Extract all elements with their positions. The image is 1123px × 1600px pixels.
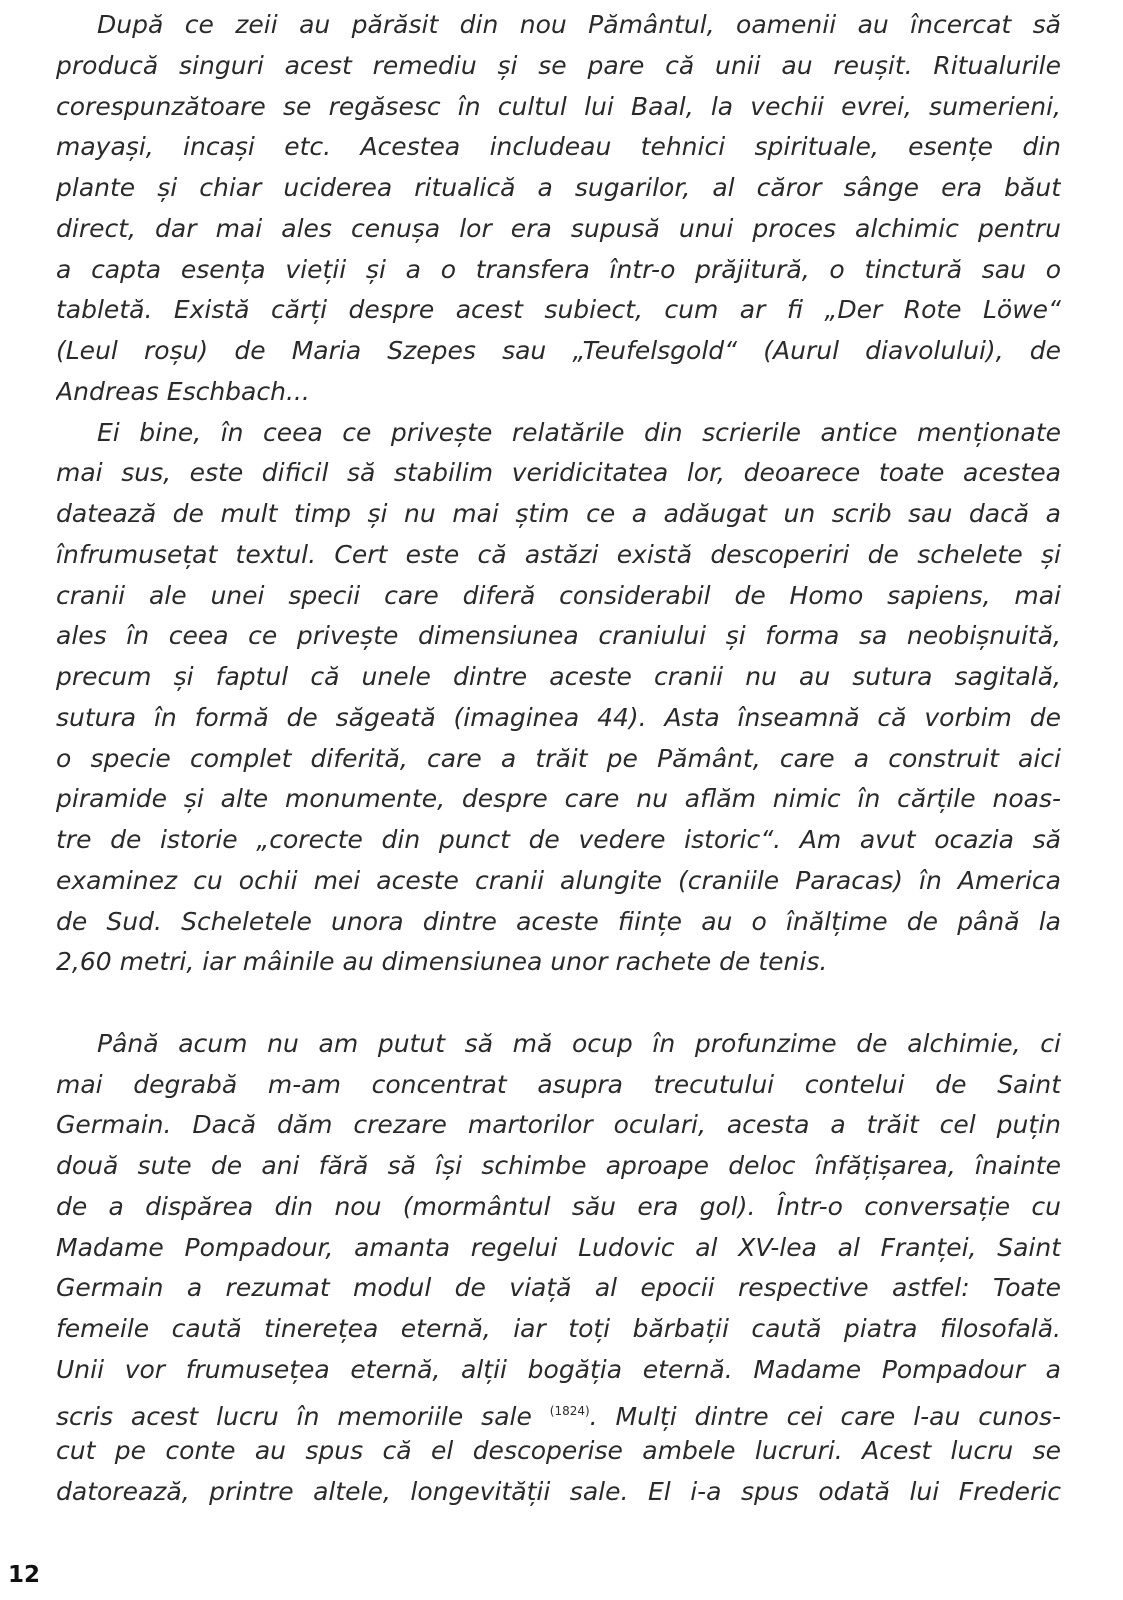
text-line: (Leul roșu) de Maria Szepes sau „Teufelsgold“ (Aurul diavolului), de (56, 336, 1061, 365)
text-line: datorează, printre altele, longevității sale. El i-a spus odată lui Frederic (56, 1477, 1061, 1506)
page-number: 12 (8, 1562, 41, 1588)
text-line-with-footnote (56, 1391, 1061, 1432)
text-line: cut pe conte au spus că el descoperise ambele lucruri. Acest lucru se (56, 1436, 1061, 1466)
text-line: producă singuri acest remediu și se pare că unii au reușit. Ritualurile (56, 50, 1061, 80)
text-line: două sute de ani fără să își schimbe aproape deloc înfățișarea, înainte (56, 1151, 1061, 1180)
text-line: Madame Pompadour, amanta regelui Ludovic al XV-lea al Franței, Saint (56, 1232, 1061, 1262)
text-line: plante și chiar uciderea ritualică a sugarilor, al căror sânge era băut (56, 173, 1061, 202)
text-line: sutura în formă de săgeată (imaginea 44). Asta înseamnă că vorbim de (56, 702, 1061, 732)
text-line: După ce zeii au părăsit din nou Pământul, oamenii au încercat să (97, 10, 1061, 39)
text-line: datează de mult timp și nu mai știm ce a adăugat un scrib sau dacă a (56, 499, 1061, 528)
text-line: de Sud. Scheletele unora dintre aceste ființe au o înălțime de până la (56, 906, 1061, 936)
text-line: de a dispărea din nou (mormântul său era gol). Într-o conversație cu (56, 1191, 1061, 1221)
text-line: 2,60 metri, iar mâinile au dimensiunea unor rachete de tenis. (56, 947, 828, 977)
text-line: ales în ceea ce privește dimensiunea craniului și forma sa neobișnuită, (56, 621, 1061, 651)
footnote-reference: (1824) (549, 1403, 590, 1418)
text-line: Unii vor frumusețea eternă, alții bogăția eternă. Madame Pompadour a (56, 1354, 1061, 1384)
text-line: tabletă. Există cărți despre acest subiect, cum ar fi „Der Rote Löwe“ (56, 295, 1061, 325)
paragraph-3 (56, 1024, 1061, 1513)
text-line: a capta esența vieții și a o transfera într-o prăjitură, o tinctură sau o (56, 254, 1061, 284)
text-line: piramide și alte monumente, despre care nu aflăm nimic în cărțile noas- (56, 784, 1061, 814)
text-line: direct, dar mai ales cenușa lor era supusă unui proces alchimic pentru (56, 213, 1061, 243)
text-line: tre de istorie „corecte din punct de vedere istoric“. Am avut ocazia să (56, 825, 1061, 854)
footnote-line-text: . Mulți dintre cei care l-au cunos- (589, 1401, 1061, 1431)
text-line: mai degrabă m-am concentrat asupra trecutului contelui de Saint (56, 1069, 1061, 1099)
paragraph-gap (56, 983, 1061, 1024)
text-line: Germain. Dacă dăm crezare martorilor oculari, acesta a trăit cel puțin (56, 1110, 1061, 1140)
text-line: Andreas Eschbach... (56, 376, 310, 406)
text-line: mayași, incași etc. Acestea includeau tehnici spirituale, esențe din (56, 132, 1061, 162)
footnote-line-text: scris acest lucru în memoriile sale (56, 1401, 532, 1431)
text-line: corespunzătoare se regăsesc în cultul lui Baal, la vechii evrei, sumerieni, (56, 91, 1061, 121)
paragraph-2 (56, 413, 1061, 984)
text-line: femeile caută tinerețea eternă, iar toți bărbații caută piatra filosofală. (56, 1314, 1061, 1343)
text-line: Ei bine, în ceea ce privește relatările din scrierile antice menționate (97, 417, 1061, 447)
paragraph-1 (56, 5, 1061, 413)
text-line: mai sus, este dificil să stabilim veridicitatea lor, deoarece toate acestea (56, 458, 1061, 488)
text-line: cranii ale unei specii care diferă considerabil de Homo sapiens, mai (56, 580, 1061, 610)
body-text (56, 5, 1061, 1513)
text-line: înfrumusețat textul. Cert este că astăzi există descoperiri de schelete și (56, 539, 1061, 569)
text-line: examinez cu ochii mei aceste cranii alungite (craniile Paracas) în America (56, 865, 1061, 895)
text-line: Germain a rezumat modul de viață al epocii respective astfel: Toate (56, 1273, 1061, 1303)
text-line: precum și faptul că unele dintre aceste cranii nu au sutura sagitală, (56, 662, 1061, 691)
text-line: Până acum nu am putut să mă ocup în profunzime de alchimie, ci (97, 1028, 1061, 1058)
text-line: o specie complet diferită, care a trăit pe Pământ, care a construit aici (56, 743, 1061, 773)
